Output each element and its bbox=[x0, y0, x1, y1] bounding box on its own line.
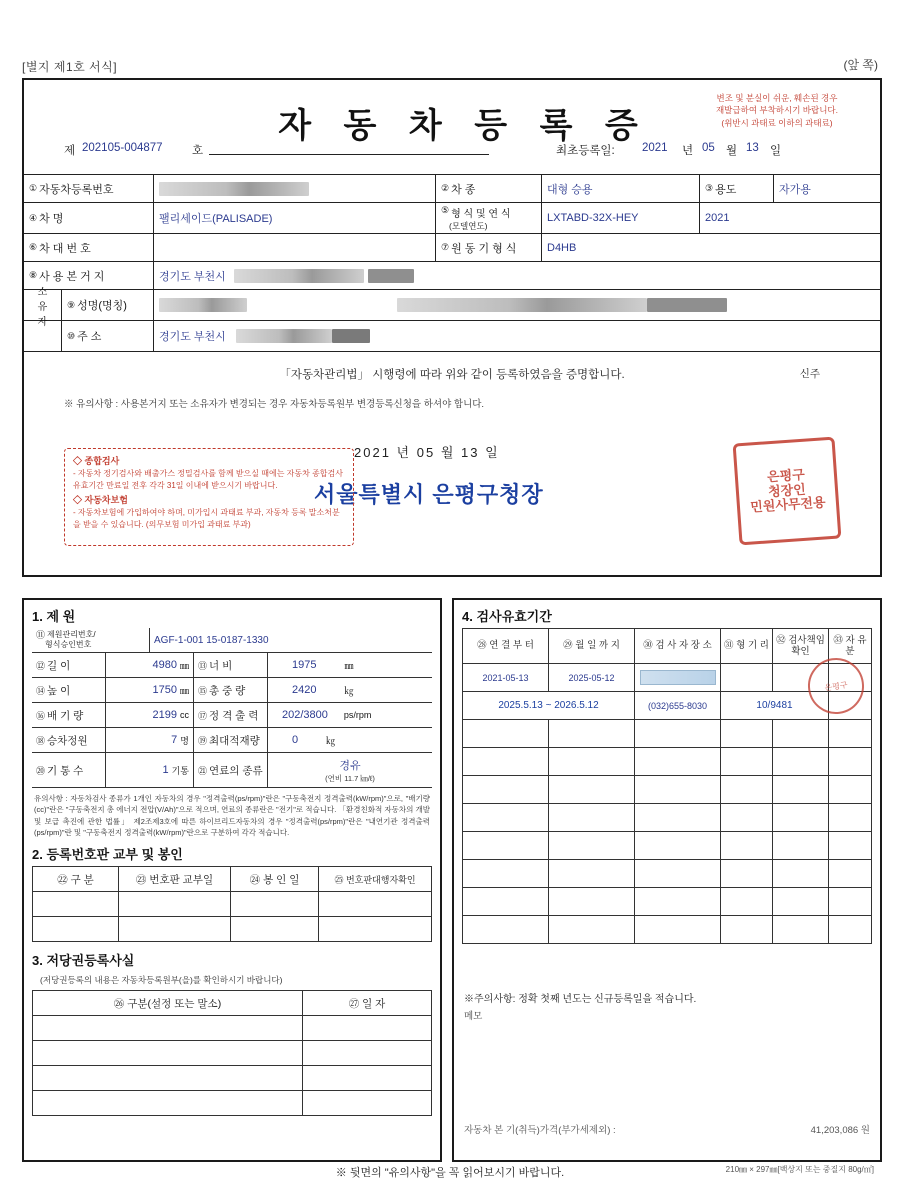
spec-fuel-label: ㉑ 연료의 종류 bbox=[194, 753, 268, 787]
spec-row-displacement-power bbox=[32, 702, 432, 727]
redaction-block bbox=[332, 329, 370, 343]
redaction-block bbox=[159, 182, 309, 196]
redaction-block bbox=[234, 269, 364, 283]
first-registration-month-unit: 월 bbox=[726, 145, 738, 157]
inspection-row bbox=[463, 748, 871, 776]
field-base-location-label: ⑧ 사 용 본 거 지 bbox=[24, 262, 154, 289]
field-model-type-value: LXTABD-32X-HEY bbox=[542, 203, 700, 233]
first-registration-day: 13 bbox=[746, 142, 759, 154]
inspection-header-row bbox=[463, 629, 871, 664]
spec-length-label: ⑫ 길 이 bbox=[32, 653, 106, 677]
field-owner-address-label: ⑩ 주 소 bbox=[62, 321, 154, 351]
field-owner-address-value: 경기도 부천시 bbox=[154, 321, 880, 351]
cert-row-vehicle-number bbox=[24, 174, 880, 202]
inspection-col-place: ㉚ 검 사 자 장 소 bbox=[635, 629, 721, 663]
field-vin-label: ⑥ 차 대 번 호 bbox=[24, 234, 154, 261]
inspection-col-from: ㉘ 연 결 부 터 bbox=[463, 629, 549, 663]
specs-section-title: 1. 제 원 bbox=[32, 609, 76, 624]
field-engine-type-value: D4HB bbox=[547, 241, 577, 254]
spec-seats-value: 7 명 bbox=[106, 728, 194, 752]
red-guidance-box: ◇ 종합검사 - 자동차 정기검사와 배출가스 정밀검사를 함께 받으실 때에는 자동차 종합검사 유효기간 만료일 전후 각각 31일 이내에 받으시기 바랍니다. ◇ 자동차보험 - 자동차보험에 가입하여야 하며, 미가입시 과태료 부과, 자동차 등록 말소처분을 받을 수 있습니다. (의무보험 미가입 과태료 부과) bbox=[64, 448, 354, 546]
mortgage-row bbox=[33, 1065, 431, 1090]
inspection-caution: ※주의사항: 정확 첫째 년도는 신규등록일을 적습니다. bbox=[464, 994, 697, 1005]
plate-col-issue-date: ㉓ 번호판 교부일 bbox=[119, 867, 231, 891]
first-registration-year-unit: 년 bbox=[682, 145, 694, 157]
inspection-row bbox=[463, 916, 871, 943]
specifications-panel bbox=[22, 598, 442, 1162]
official-seal-stamp: 은평구 청장인 민원사무전용 bbox=[733, 437, 842, 546]
inspection-cell-from: 2021-05-13 bbox=[463, 664, 549, 691]
certify-statement: 「자동차관리법」 시행령에 따라 위와 같이 등록하였음을 증명합니다. bbox=[279, 369, 625, 381]
registration-number-suffix: 호 bbox=[192, 145, 204, 157]
spec-power-label: ⑰ 정 격 출 력 bbox=[194, 703, 268, 727]
inspection-row bbox=[463, 832, 871, 860]
inspection-panel bbox=[452, 598, 882, 1162]
inspection-cell-place bbox=[635, 664, 721, 691]
redaction-block bbox=[397, 298, 647, 312]
plate-header-row bbox=[33, 867, 431, 891]
redaction-block bbox=[159, 298, 247, 312]
acquisition-price-row bbox=[464, 1122, 870, 1136]
field-vehicle-number-label: ① 자동차등록번호 bbox=[24, 175, 154, 202]
spec-length-value: 4980 ㎜ bbox=[106, 653, 194, 677]
redaction-block bbox=[236, 329, 332, 343]
field-owner-name-label: ⑨ 성명(명칭) bbox=[62, 290, 154, 320]
advice-note: ※ 유의사항 : 사용본거지 또는 소유자가 변경되는 경우 자동차등록원부 변경등록신청을 하셔야 합니다. bbox=[64, 399, 485, 410]
field-base-location-value: 경기도 부천시 bbox=[154, 262, 880, 289]
specs-grid bbox=[32, 628, 432, 788]
spec-row-cylinders-fuel bbox=[32, 752, 432, 788]
inspection-cell-code: 10/9481 bbox=[721, 692, 829, 719]
plate-section-title: 2. 등록번호판 교부 및 봉인 bbox=[32, 847, 183, 862]
inspection-seal-stamp: 은평구 bbox=[804, 654, 867, 717]
redaction-block bbox=[647, 298, 727, 312]
redaction-block bbox=[640, 670, 716, 685]
plate-col-agent-confirm: ㉕ 번호판대행자확인 bbox=[334, 874, 416, 885]
inspection-col-division: ㉝ 자 유 분 bbox=[833, 634, 867, 657]
inspection-cell-to: 2025-05-12 bbox=[549, 664, 635, 691]
plate-col-division: ㉒ 구 분 bbox=[33, 867, 119, 891]
specs-note: 유의사항 : 자동차검사 종류가 1개인 자동차의 경우 "정격출력(ps/rpm)"란은 "구동축전지 정격출력(kW/rpm)"으로, "배기량(cc)"란은 "구동축전지 총 에너지 전압(V/Ah)"으로 적으며, 연료의 종류란은 "전기"로 적습니다. 「환경친화적 자동차의 개발 및 보급 촉진에 관한 법률」 제2조제3호에 따른 하이브리드자동차의 경우 "정격출력(ps/rpm)"란은 "내연기관 정격출력(ps/rpm)"란 및 "구동축전지 정격출력(kW/rpm)"란으로 구분하여 각각 적습니다. bbox=[34, 794, 430, 837]
spec-row-seats-load bbox=[32, 727, 432, 752]
vehicle-registration-certificate bbox=[22, 78, 882, 577]
plate-col-seal-date: ㉔ 봉 인 일 bbox=[231, 867, 319, 891]
inspection-col-confirm: ㉜ 검사책임 확인 bbox=[773, 629, 829, 663]
spec-row-management-number bbox=[32, 628, 432, 652]
spec-row-length-width bbox=[32, 652, 432, 677]
inspection-memo: 메모 bbox=[464, 1011, 483, 1022]
plate-row bbox=[33, 891, 431, 916]
first-registration-day-unit: 일 bbox=[770, 145, 782, 157]
certificate-field-grid bbox=[24, 174, 880, 352]
acquisition-price-value: 41,203,086 원 bbox=[810, 1125, 870, 1136]
field-usage-label: ③ 용도 bbox=[700, 175, 774, 202]
inspection-row bbox=[463, 720, 871, 748]
field-model-year-value: 2021 bbox=[705, 212, 730, 224]
spec-height-label: ⑭ 높 이 bbox=[32, 678, 106, 702]
redaction-block bbox=[368, 269, 414, 283]
inspection-section-title: 4. 검사유효기간 bbox=[462, 609, 552, 624]
field-engine-type-label: ⑦ 원 동 기 형 식 bbox=[436, 234, 542, 261]
field-vehicle-number-value bbox=[154, 175, 436, 202]
spec-gross-weight-value: 2420 ㎏ bbox=[292, 684, 354, 696]
spec-gross-weight-label: ⑮ 총 중 량 bbox=[194, 678, 268, 702]
spec-width-label: ⑬ 너 비 bbox=[194, 653, 268, 677]
spec-management-number-value: AGF-1-001 15-0187-1330 bbox=[154, 634, 269, 646]
spec-width-value: 1975 ㎜ bbox=[292, 659, 354, 671]
cert-row-owner-name bbox=[24, 286, 880, 328]
inspection-row bbox=[463, 804, 871, 832]
inspection-cell-handwritten-period: 2025.5.13 ~ 2026.5.12 bbox=[463, 692, 635, 719]
spec-power-value: 202/3800 ps/rpm bbox=[282, 709, 372, 721]
cert-row-owner-address bbox=[24, 320, 880, 352]
spec-management-number-label: ⑪ 제원관리번호/ 형식승인번호 bbox=[32, 628, 150, 652]
spec-fuel-value: 경유 (연비 11.7 ㎞/ℓ) bbox=[325, 759, 375, 783]
plate-grid bbox=[32, 866, 432, 942]
mortgage-row bbox=[33, 1040, 431, 1065]
mortgage-section-title: 3. 저당권등록사실 bbox=[32, 953, 135, 968]
mortgage-header-row bbox=[33, 991, 431, 1015]
issue-date-line: 2021 년 05 월 13 일 bbox=[354, 445, 500, 460]
field-vehicle-name-value: 팰리세이드(PALISADE) bbox=[154, 203, 436, 233]
spec-height-value: 1750 ㎜ bbox=[106, 678, 194, 702]
footer-note: ※ 뒷면의 "유의사항"을 꼭 읽어보시기 바랍니다. bbox=[335, 1167, 565, 1179]
field-vehicle-type-value: 대형 승용 bbox=[542, 175, 700, 202]
spec-seats-label: ⑱ 승차정원 bbox=[32, 728, 106, 752]
first-registration-year: 2021 bbox=[642, 142, 668, 154]
inspection-col-to: ㉙ 월 일 까 지 bbox=[549, 629, 635, 663]
page-side-mark: (앞 쪽) bbox=[843, 58, 878, 72]
mortgage-note: (저당권등록의 내용은 자동차등록원부(을)를 확인하시기 바랍니다) bbox=[40, 975, 283, 985]
field-owner-group-label: 소 유 자 bbox=[24, 290, 62, 320]
spec-cylinders-label: ⑳ 기 통 수 bbox=[32, 753, 106, 787]
field-vehicle-name-label: ④ 차 명 bbox=[24, 203, 154, 233]
signature-note: 신주 bbox=[799, 368, 820, 380]
registration-number-label: 제 bbox=[64, 145, 76, 157]
spec-displacement-label: ⑯ 배 기 량 bbox=[32, 703, 106, 727]
cert-row-vin bbox=[24, 233, 880, 261]
footer-paper-spec: 210㎜ × 297㎜[백상지 또는 중질지 80g/㎡] bbox=[725, 1165, 874, 1174]
field-usage-value: 자가용 bbox=[779, 183, 811, 196]
mortgage-col-date: ㉗ 일 자 bbox=[348, 997, 386, 1010]
field-model-type-label: ⑤ 형 식 및 연 식 (모델연도) bbox=[436, 203, 542, 233]
mortgage-grid bbox=[32, 990, 432, 1116]
inspection-row bbox=[463, 776, 871, 804]
spec-row-height-weight bbox=[32, 677, 432, 702]
plate-row bbox=[33, 916, 431, 941]
cert-row-base-location bbox=[24, 261, 880, 289]
inspection-row bbox=[463, 888, 871, 916]
inspection-cell-phone: (032)655-8030 bbox=[635, 692, 721, 719]
reg-number-rule bbox=[209, 154, 489, 155]
acquisition-price-label: 자동차 본 기(취득)가격(부가세제외) : bbox=[464, 1125, 616, 1136]
mortgage-row bbox=[33, 1090, 431, 1115]
spec-max-load-label: ⑲ 최대적재량 bbox=[194, 728, 268, 752]
certificate-title: 자 동 차 등 록 증 bbox=[278, 108, 650, 145]
mortgage-row bbox=[33, 1015, 431, 1040]
red-warning-notice: 변조 및 분실이 쉬운, 훼손된 경우 재발급하여 부착하시기 바랍니다. (위반시 과태료 이하의 과태료) bbox=[715, 93, 839, 128]
registration-number-value: 202105-004877 bbox=[82, 142, 163, 154]
mortgage-col-division: ㉖ 구분(설정 또는 말소) bbox=[33, 991, 303, 1015]
field-owner-name-value bbox=[154, 290, 880, 320]
inspection-col-type: ㉛ 형 기 리 bbox=[721, 629, 773, 663]
spec-displacement-value: 2199 cc bbox=[106, 703, 194, 727]
field-vehicle-type-label: ② 차 종 bbox=[436, 175, 542, 202]
cert-row-vehicle-name bbox=[24, 202, 880, 233]
first-registration-label: 최초등록일: bbox=[556, 145, 615, 157]
inspection-row bbox=[463, 860, 871, 888]
field-vin-value bbox=[154, 234, 436, 261]
first-registration-month: 05 bbox=[702, 142, 715, 154]
form-code: [별지 제1호 서식] bbox=[22, 60, 118, 74]
spec-cylinders-value: 1 기통 bbox=[106, 753, 194, 787]
spec-max-load-value: 0 ㎏ bbox=[292, 734, 336, 746]
issuing-authority: 서울특별시 은평구청장 bbox=[314, 482, 544, 507]
